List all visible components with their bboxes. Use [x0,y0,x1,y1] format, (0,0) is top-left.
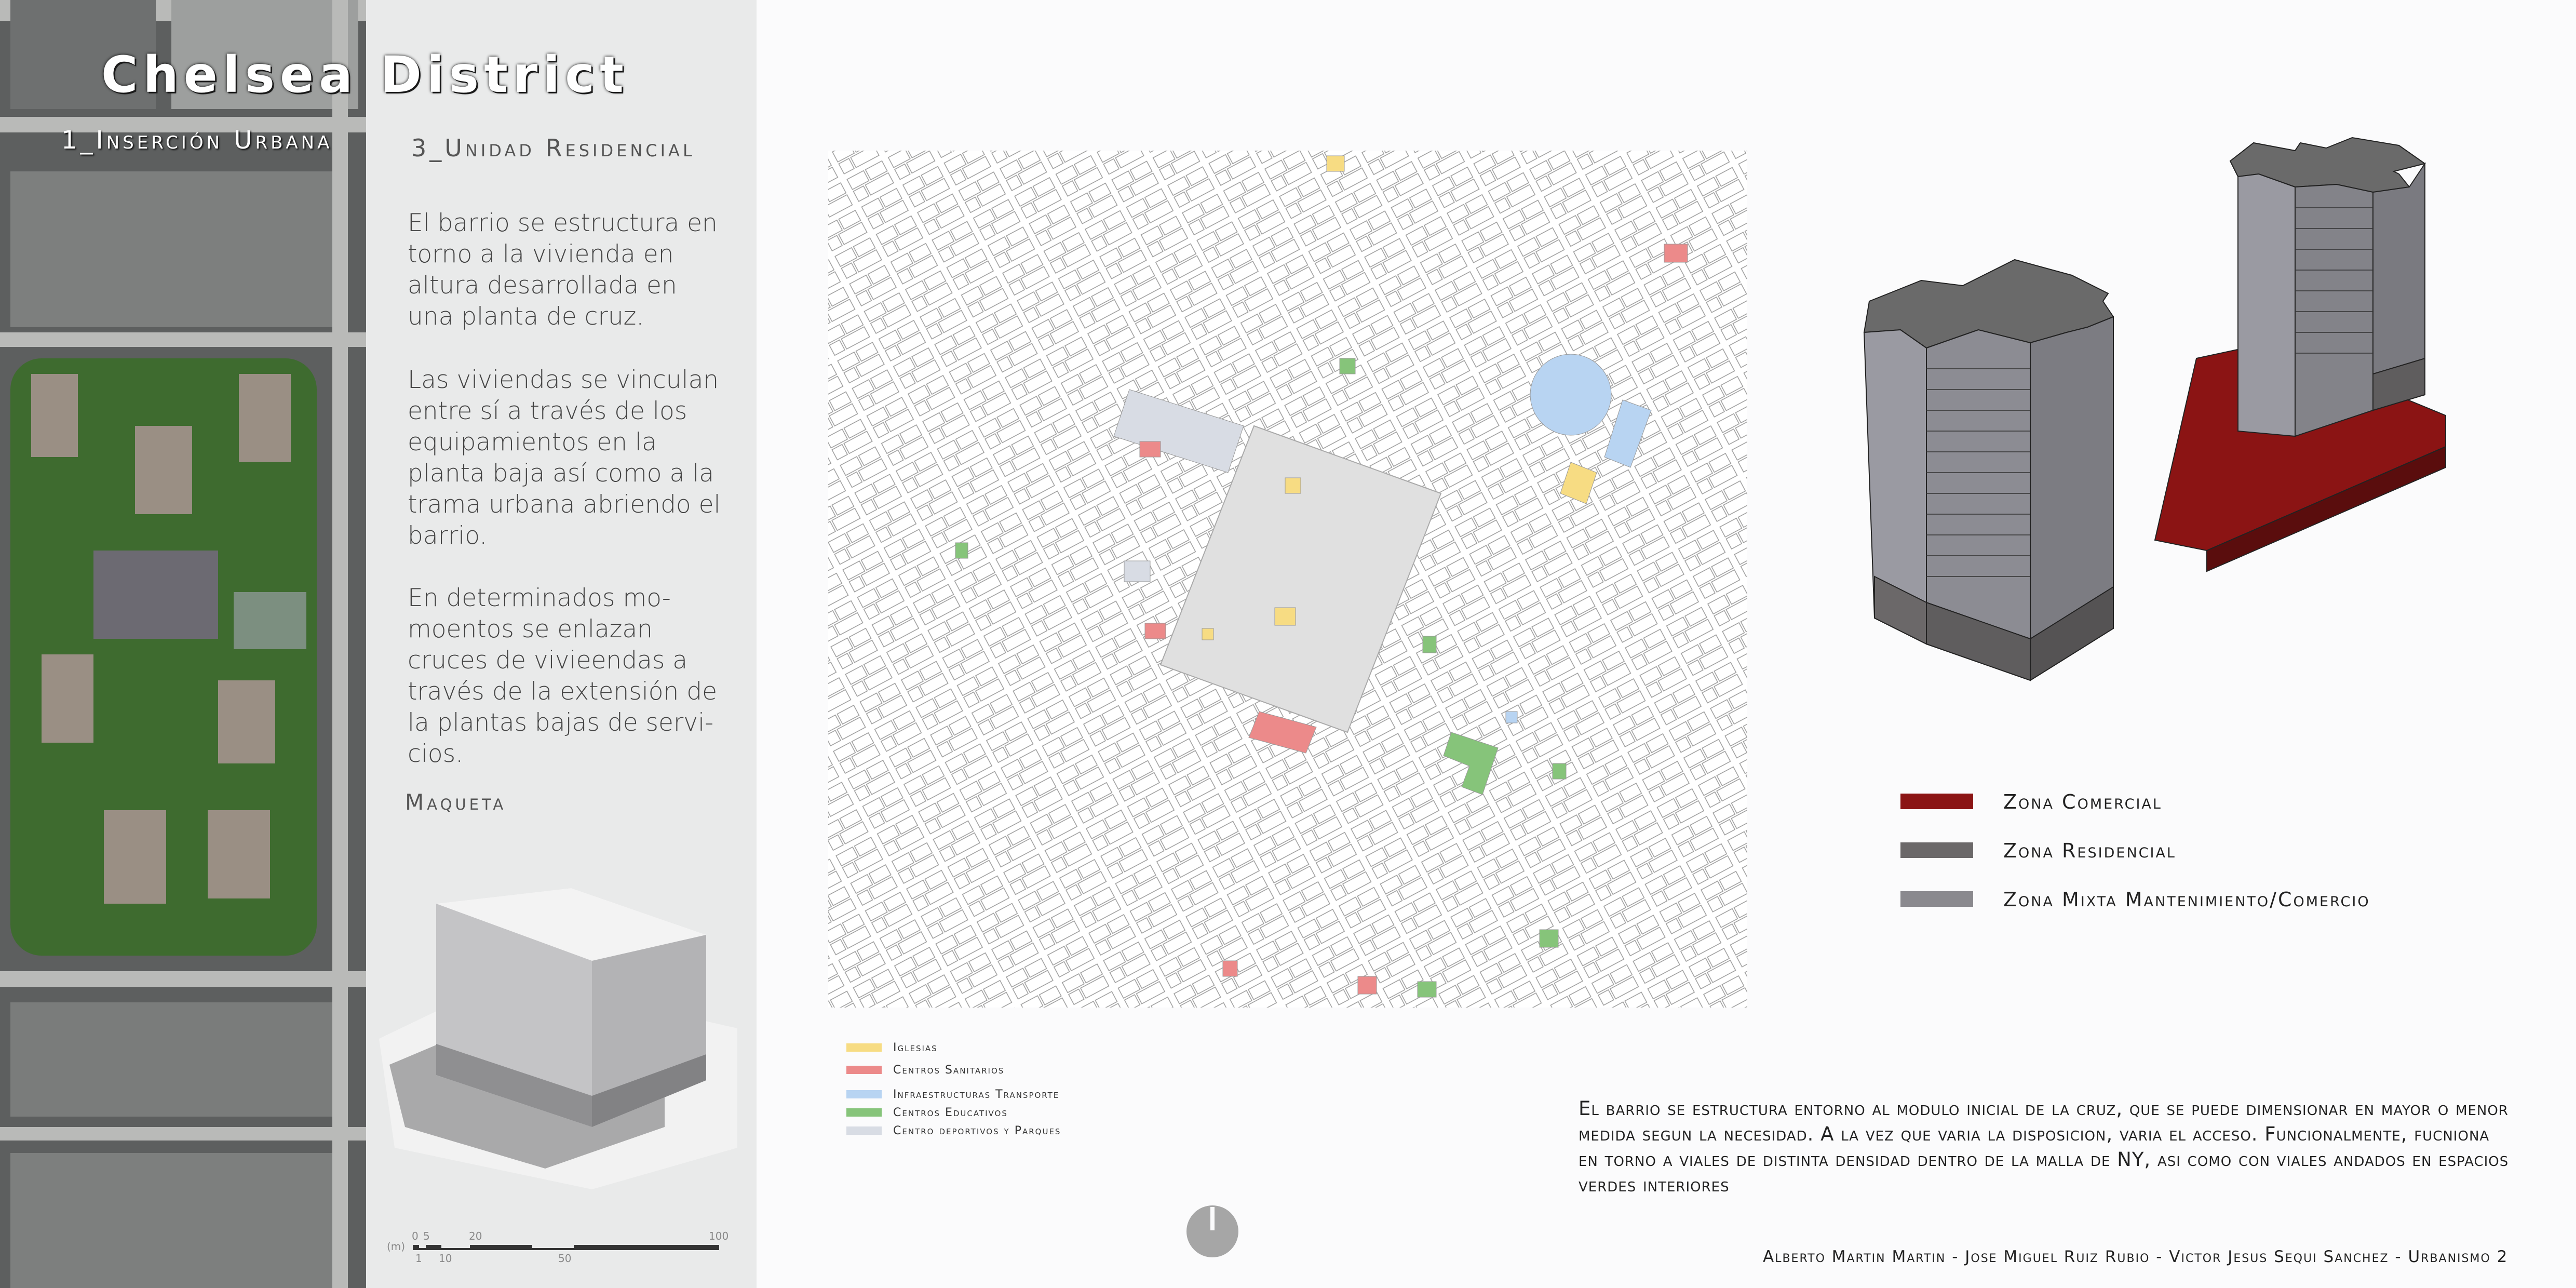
legend-label: Zona Residencial [2003,839,2176,862]
urban-map [828,151,1747,1008]
scale-label: 50 [558,1252,572,1265]
legend-swatch [846,1090,882,1098]
legend-swatch [846,1108,882,1117]
credits: Alberto Martin Martin - Jose Miguel Ruiz Rubio - Victor Jesus Sequi Sanchez - Urbanismo 2 [1763,1247,2508,1266]
legend-label: Centro deportivos y Parques [893,1124,1061,1137]
paragraph-3: En determinados mo-moentos se enlazan cruces de vivieendas a través de la extensión de la plantas bajas de servi-cios. [408,584,718,768]
legend-swatch [1900,891,1973,907]
paragraph-2: Las viviendas se vinculan entre sí a través de los equipamientos en la planta baja así como a la trama urbana abriendo el barrio. [408,366,721,550]
scale-unit: (m) [387,1240,406,1253]
description-text: El barrio se estructura entorno al modulo inicial de la cruz, que se puede dimensionar en mayor o menor medida segun la necesidad. A la vez que varia la disposicion, varia el acceso. Funcionalmente, fucniona en torno a viales de distinta densidad dentro de la malla de NY, asi como con viales andados en espacios verdes interiores [1579,1097,2509,1196]
section-insercion-urbana: 1_Inserción Urbana [61,126,333,155]
scale-label: 0 [412,1230,419,1242]
scale-label: 5 [423,1230,430,1242]
legend-swatch [846,1066,882,1074]
legend-swatch [846,1043,882,1052]
legend-swatch [846,1126,882,1135]
scale-label: 10 [439,1252,452,1265]
legend-label: Centros Educativos [893,1106,1008,1119]
paragraph-1: El barrio se estructura en torno a la vivienda en altura desarrollada en una planta de cruz. [408,209,718,331]
legend-label: Iglesias [893,1041,938,1054]
section-unidad-residencial: 3_Unidad Residencial [411,134,695,162]
scale-label: 100 [709,1230,729,1242]
page-title: Chelsea District [101,46,629,104]
legend-label: Centros Sanitarios [893,1064,1005,1077]
scale-bar [387,1218,730,1265]
maqueta-label: Maqueta [405,789,507,815]
legend-label: Zona Mixta Mantenimiento/Comercio [2003,888,2370,911]
scale-label: 20 [469,1230,482,1242]
legend-swatch [1900,794,1973,809]
legend-label: Zona Comercial [2003,790,2162,813]
maqueta-photo [374,857,748,1189]
scale-label: 1 [415,1252,422,1265]
legend-swatch [1900,842,1973,858]
north-arrow-icon [1185,1204,1240,1259]
aerial-photo [0,0,366,1288]
massing-model [1843,125,2518,712]
legend-label: Infraestructuras Transporte [893,1088,1060,1101]
